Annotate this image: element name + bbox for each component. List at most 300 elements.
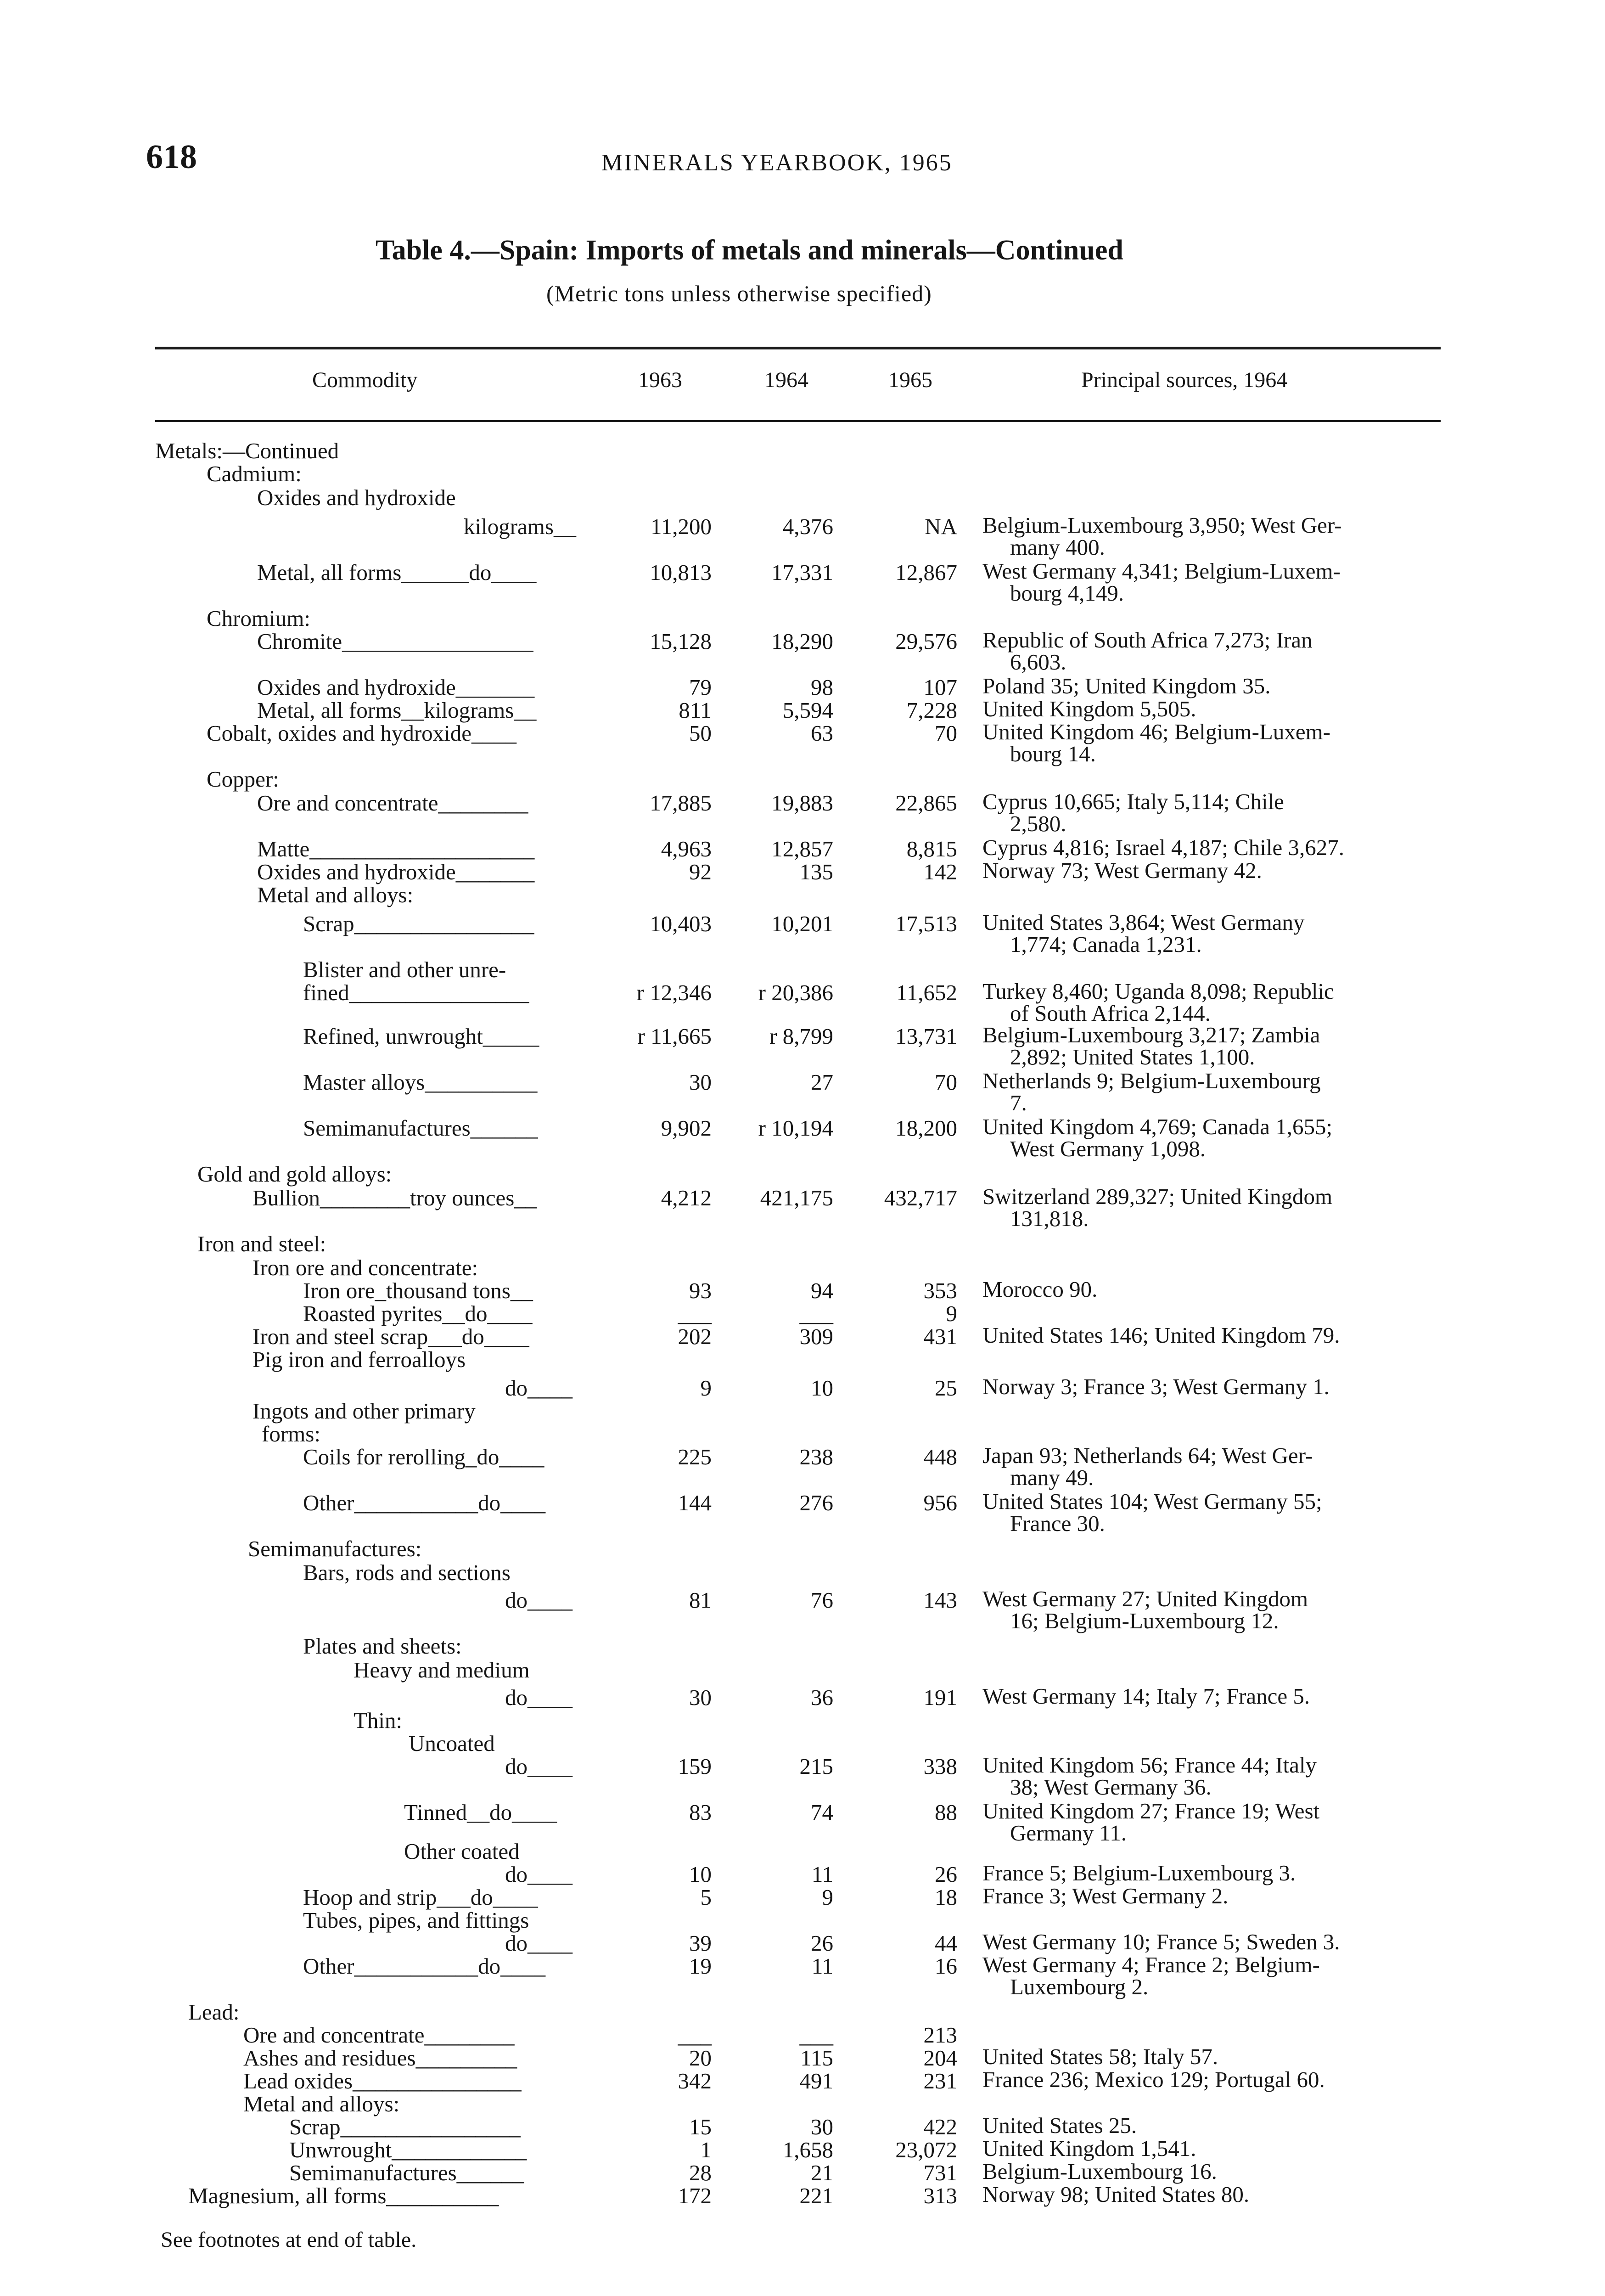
table-row [0,1536,1605,1561]
principal-sources [982,1931,1446,1953]
value-1965: 18,200 [895,1115,957,1141]
principal-sources-line-1: Norway 3; France 3; West Germany 1. [982,1374,1330,1399]
value-1963: 15 [689,2114,712,2139]
commodity-label: Metal and alloys: [243,2091,400,2116]
commodity-label: Magnesium, all forms__________ [188,2183,499,2208]
principal-sources [982,1024,1446,1068]
table-row [0,1489,1605,1536]
principal-sources-line-2: Germany 11. [1010,1820,1127,1846]
header-1965: 1965 [888,368,932,392]
value-1963: 10,813 [650,560,712,585]
principal-sources [982,860,1446,882]
value-1964: 18,290 [771,629,833,654]
value-1965: 18 [935,1885,957,1910]
value-1963: 4,963 [661,836,712,861]
value-1964: 74 [811,1800,833,1825]
principal-sources-line-1: Cyprus 10,665; Italy 5,114; Chile [982,789,1284,814]
commodity-label: Thin: [354,1708,403,1733]
principal-sources [982,2046,1446,2068]
principal-sources [982,1324,1446,1346]
table-row [0,2115,1605,2139]
principal-sources [982,1491,1446,1535]
value-1963: 50 [689,720,712,746]
principal-sources [982,837,1446,859]
value-1963: 17,885 [650,790,712,816]
value-1965: 107 [923,675,957,700]
value-1963: 1 [700,2137,712,2162]
value-1965: 213 [923,2022,957,2048]
value-1965: 313 [923,2183,957,2208]
value-1964: 94 [811,1278,833,1303]
principal-sources-line-1: Morocco 90. [982,1277,1098,1302]
value-1963: 93 [689,1278,712,1303]
table-row [0,439,1605,463]
value-1964: 135 [799,859,833,884]
value-1964: 30 [811,2114,833,2139]
table-row [0,485,1605,510]
table-row [0,1798,1605,1846]
table-row [0,1634,1605,1659]
value-1963: 811 [679,698,712,723]
principal-sources-line-1: Netherlands 9; Belgium-Luxembourg [982,1068,1321,1093]
commodity-label: Iron and steel scrap___do____ [253,1324,529,1349]
table-row [0,1931,1605,1956]
table-title: Table 4.—Spain: Imports of metals and minerals—Continued [376,235,1123,266]
principal-sources-line-1: Turkey 8,460; Uganda 8,098; Republic [982,979,1334,1004]
principal-sources-line-1: United States 25. [982,2113,1137,2138]
commodity-label: fined________________ [303,980,529,1005]
principal-sources-line-1: Belgium-Luxembourg 3,217; Zambia [982,1022,1320,1047]
principal-sources-line-1: United States 58; Italy 57. [982,2044,1218,2069]
header-1964: 1964 [764,368,808,392]
commodity-label: Metals:—Continued [155,438,339,463]
principal-sources-line-2: 6,603. [1010,649,1066,675]
table-row [0,979,1605,1026]
principal-sources-line-1: Republic of South Africa 7,273; Iran [982,627,1313,653]
value-1964: ___ [799,2022,833,2048]
value-1963: 19 [689,1953,712,1979]
table-row [0,1278,1605,1303]
table-row [0,1162,1605,1187]
table-row [0,606,1605,631]
principal-sources [982,1685,1446,1707]
value-1965: 353 [923,1278,957,1303]
principal-sources [982,1862,1446,1884]
value-1964: 221 [799,2183,833,2208]
value-1964: r 10,194 [758,1115,833,1141]
value-1964: 276 [799,1490,833,1515]
value-1965: 13,731 [895,1024,957,1049]
commodity-label: Lead oxides_______________ [243,2068,522,2093]
principal-sources-line-2: Luxembourg 2. [1010,1974,1149,1999]
table-row [0,1399,1605,1424]
value-1964: 491 [799,2068,833,2093]
commodity-label: Other coated [404,1839,520,1864]
commodity-label: Scrap________________ [303,911,534,936]
value-1964: 11 [811,1862,833,1887]
table-row [0,1422,1605,1446]
table-row [0,558,1605,606]
principal-sources [982,1376,1446,1398]
value-1965: 70 [935,1069,957,1095]
value-1963: 79 [689,675,712,700]
commodity-label: Ingots and other primary [253,1398,476,1424]
commodity-label: do____ [505,1587,572,1613]
value-1964: 17,331 [771,560,833,585]
table-row [0,2161,1605,2185]
principal-sources-line-1: United Kingdom 5,505. [982,696,1196,721]
value-1965: 16 [935,1953,957,1979]
principal-sources-line-2: 1,774; Canada 1,231. [1010,932,1202,957]
principal-sources-line-1: Japan 93; Netherlands 64; West Ger- [982,1443,1313,1468]
commodity-label: Iron ore_thousand tons__ [303,1278,533,1303]
commodity-label: Other___________do____ [303,1953,546,1979]
principal-sources [982,1754,1446,1798]
value-1963: 10,403 [650,911,712,936]
commodity-label: Ashes and residues_________ [243,2045,517,2071]
value-1965: 142 [923,859,957,884]
table-row [0,1952,1605,1999]
value-1964: ___ [799,1301,833,1326]
principal-sources-line-2: bourg 14. [1010,741,1096,766]
table-row [0,719,1605,766]
principal-sources-line-1: United Kingdom 46; Belgium-Luxem- [982,719,1331,744]
commodity-label: Gold and gold alloys: [197,1161,392,1187]
commodity-label: do____ [505,1930,572,1956]
value-1964: 1,658 [782,2137,833,2162]
value-1965: 29,576 [895,629,957,654]
header-principal-sources: Principal sources, 1964 [1081,368,1288,392]
value-1963: 28 [689,2160,712,2185]
table-row [0,883,1605,907]
commodity-label: Pig iron and ferroalloys [253,1347,466,1372]
commodity-label: Cobalt, oxides and hydroxide____ [207,720,517,746]
commodity-label: Oxides and hydroxide_______ [257,859,535,884]
top-rule [155,347,1441,349]
commodity-label: Lead: [188,1999,240,2025]
value-1965: 25 [935,1375,957,1401]
commodity-label: Hoop and strip___do____ [303,1885,538,1910]
commodity-label: Chromium: [207,606,310,631]
principal-sources-line-1: West Germany 4; France 2; Belgium- [982,1952,1320,1977]
table-row [0,1301,1605,1326]
value-1963: 92 [689,859,712,884]
table-row [0,860,1605,884]
value-1963: 9,902 [661,1115,712,1141]
value-1965: 70 [935,720,957,746]
value-1965: 731 [923,2160,957,2185]
table-row [0,698,1605,723]
value-1964: 26 [811,1930,833,1956]
commodity-label: Bars, rods and sections [303,1560,511,1585]
table-subtitle: (Metric tons unless otherwise specified) [546,281,932,306]
table-row [0,2023,1605,2048]
value-1963: 202 [678,1324,712,1349]
value-1963: 39 [689,1930,712,1956]
value-1965: 191 [923,1685,957,1710]
commodity-label: do____ [505,1862,572,1887]
commodity-label: Iron and steel: [197,1231,326,1256]
commodity-label: Unwrought____________ [289,2137,527,2162]
principal-sources-line-1: West Germany 27; United Kingdom [982,1586,1308,1611]
value-1963: 30 [689,1685,712,1710]
commodity-label: Semimanufactures: [248,1536,422,1561]
principal-sources [982,791,1446,835]
principal-sources-line-2: 2,580. [1010,811,1066,836]
principal-sources-line-1: Norway 73; West Germany 42. [982,858,1262,883]
value-1964: 9 [822,1885,833,1910]
value-1964: 421,175 [760,1185,833,1210]
commodity-label: Iron ore and concentrate: [253,1255,478,1280]
commodity-label: Oxides and hydroxide [257,485,456,510]
commodity-label: Other___________do____ [303,1490,546,1515]
commodity-label: Refined, unwrought_____ [303,1024,539,1049]
value-1964: 98 [811,675,833,700]
table-row [0,2000,1605,2025]
page-number: 618 [146,138,197,176]
commodity-label: Blister and other unre- [303,957,506,982]
value-1965: 12,867 [895,560,957,585]
commodity-label: Plates and sheets: [303,1633,462,1659]
table-row [0,512,1605,560]
value-1965: 8,815 [906,836,957,861]
value-1964: 238 [799,1444,833,1469]
principal-sources-line-2: 7. [1010,1090,1027,1115]
value-1964: 19,883 [771,790,833,816]
principal-sources-line-2: 38; West Germany 36. [1010,1774,1212,1800]
commodity-label: Ore and concentrate________ [257,790,528,816]
value-1963: 30 [689,1069,712,1095]
commodity-label: kilograms__ [464,514,576,539]
commodity-label: Copper: [207,766,279,792]
commodity-label: Chromite_________________ [257,629,533,654]
principal-sources-line-1: United Kingdom 4,769; Canada 1,655; [982,1114,1333,1139]
commodity-label: Metal and alloys: [257,882,414,907]
value-1963: 11,200 [651,514,712,539]
value-1965: 9 [946,1301,957,1326]
commodity-label: forms: [262,1421,320,1446]
table-row [0,2069,1605,2093]
table-row [0,1731,1605,1756]
principal-sources-line-1: Norway 98; United States 80. [982,2182,1250,2207]
principal-sources-line-1: Cyprus 4,816; Israel 4,187; Chile 3,627. [982,835,1345,860]
value-1964: 5,594 [782,698,833,723]
value-1963: 172 [678,2183,712,2208]
principal-sources-line-2: bourg 4,149. [1010,580,1124,606]
principal-sources-line-2: many 400. [1010,535,1105,560]
value-1965: 956 [923,1490,957,1515]
footnote: See footnotes at end of table. [161,2228,417,2252]
value-1963: r 11,665 [637,1024,712,1049]
table-row [0,2092,1605,2116]
commodity-label: Ore and concentrate________ [243,2022,515,2048]
value-1963: 159 [678,1754,712,1779]
table-row [0,627,1605,675]
value-1963: r 12,346 [636,980,712,1005]
value-1964: 12,857 [771,836,833,861]
table-row [0,1022,1605,1069]
value-1965: 231 [923,2068,957,2093]
header-commodity: Commodity [312,368,418,392]
commodity-label: Metal, all forms______do____ [257,560,537,585]
value-1965: 338 [923,1754,957,1779]
value-1965: 432,717 [884,1185,957,1210]
principal-sources [982,1116,1446,1160]
commodity-label: Matte____________________ [257,836,535,861]
value-1963: 9 [700,1375,712,1401]
value-1964: 11 [811,1953,833,1979]
commodity-label: Oxides and hydroxide_______ [257,675,535,700]
table-row [0,1658,1605,1683]
principal-sources [982,675,1446,697]
table-row [0,957,1605,982]
table-row [0,1586,1605,1633]
principal-sources-line-1: France 3; West Germany 2. [982,1883,1229,1908]
header-1963: 1963 [638,368,682,392]
principal-sources-line-2: 2,892; United States 1,100. [1010,1044,1255,1069]
principal-sources [982,2115,1446,2137]
table-row [0,1862,1605,1887]
commodity-label: do____ [505,1685,572,1710]
principal-sources-line-1: West Germany 4,341; Belgium-Luxem- [982,558,1341,584]
value-1964: 309 [799,1324,833,1349]
table-row [0,1376,1605,1401]
principal-sources-line-1: United States 3,864; West Germany [982,910,1305,935]
principal-sources [982,2138,1446,2160]
principal-sources-line-1: Poland 35; United Kingdom 35. [982,673,1271,698]
principal-sources [982,1800,1446,1844]
value-1964: 27 [811,1069,833,1095]
table-row [0,1324,1605,1349]
table-row [0,1232,1605,1256]
principal-sources [982,1278,1446,1300]
principal-sources-line-2: France 30. [1010,1511,1105,1536]
value-1965: 23,072 [895,2137,957,2162]
value-1964: 115 [800,2045,833,2071]
table-row [0,1347,1605,1372]
value-1965: 88 [935,1800,957,1825]
value-1963: ___ [678,1301,712,1326]
table-row [0,1708,1605,1733]
commodity-label: Heavy and medium [354,1657,530,1683]
principal-sources-line-1: United Kingdom 27; France 19; West [982,1798,1320,1823]
value-1965: NA [925,514,957,539]
table-row [0,837,1605,861]
commodity-label: Coils for rerolling_do____ [303,1444,544,1469]
table-row [0,461,1605,486]
principal-sources-line-1: Belgium-Luxembourg 3,950; West Ger- [982,512,1342,538]
table-row [0,1255,1605,1280]
table-row [0,789,1605,836]
principal-sources [982,912,1446,956]
value-1963: 81 [689,1587,712,1613]
value-1964: r 8,799 [769,1024,833,1049]
table-row [0,767,1605,792]
value-1963: 10 [689,1862,712,1887]
value-1964: 21 [811,2160,833,2185]
principal-sources-line-1: United Kingdom 1,541. [982,2136,1196,2161]
commodity-label: Tubes, pipes, and fittings [303,1908,529,1933]
principal-sources [982,1885,1446,1907]
table-row [0,1839,1605,1864]
principal-sources [982,698,1446,720]
value-1964: 36 [811,1685,833,1710]
commodity-label: Master alloys__________ [303,1069,538,1095]
principal-sources [982,1070,1446,1114]
principal-sources [982,2161,1446,2183]
commodity-label: Tinned__do____ [404,1800,557,1825]
principal-sources [982,1186,1446,1230]
value-1963: 5 [700,1885,712,1910]
value-1964: 76 [811,1587,833,1613]
value-1965: 7,228 [906,698,957,723]
principal-sources [982,1445,1446,1489]
value-1965: 44 [935,1930,957,1956]
value-1963: 225 [678,1444,712,1469]
value-1963: 20 [689,2045,712,2071]
principal-sources-line-1: West Germany 14; Italy 7; France 5. [982,1683,1310,1709]
table-row [0,1560,1605,1585]
value-1965: 422 [923,2114,957,2139]
table-row [0,1908,1605,1933]
principal-sources [982,629,1446,673]
principal-sources-line-2: 16; Belgium-Luxembourg 12. [1010,1608,1279,1633]
principal-sources-line-2: many 49. [1010,1465,1094,1490]
principal-sources-line-2: of South Africa 2,144. [1010,1001,1211,1026]
table-row [0,1443,1605,1490]
value-1964: 63 [811,720,833,746]
commodity-label: Roasted pyrites__do____ [303,1301,533,1326]
principal-sources [982,2069,1446,2091]
principal-sources-line-1: United Kingdom 56; France 44; Italy [982,1752,1317,1778]
commodity-label: Semimanufactures______ [289,2160,524,2185]
value-1965: 26 [935,1862,957,1887]
table-row [0,1685,1605,1710]
value-1964: r 20,386 [758,980,833,1005]
value-1963: 144 [678,1490,712,1515]
value-1963: 342 [678,2068,712,2093]
table-row [0,910,1605,957]
table-row [0,2046,1605,2071]
table-row [0,2138,1605,2162]
principal-sources-line-1: France 236; Mexico 129; Portugal 60. [982,2067,1325,2092]
principal-sources-line-1: United States 104; West Germany 55; [982,1489,1322,1514]
commodity-label: Metal, all forms__kilograms__ [257,698,537,723]
principal-sources-line-1: West Germany 10; France 5; Sweden 3. [982,1929,1340,1954]
value-1965: 204 [923,2045,957,2071]
principal-sources [982,560,1446,604]
value-1963: 83 [689,1800,712,1825]
value-1964: 10 [811,1375,833,1401]
table-row [0,1752,1605,1800]
value-1965: 22,865 [895,790,957,816]
value-1964: 4,376 [782,514,833,539]
principal-sources [982,1954,1446,1998]
running-head: MINERALS YEARBOOK, 1965 [601,150,953,176]
principal-sources [982,2183,1446,2206]
value-1965: 11,652 [896,980,957,1005]
header-rule [155,420,1441,422]
principal-sources [982,1588,1446,1632]
principal-sources-line-1: France 5; Belgium-Luxembourg 3. [982,1860,1296,1885]
table-row [0,1184,1605,1231]
commodity-label: Bullion________troy ounces__ [253,1185,537,1210]
principal-sources-line-1: Belgium-Luxembourg 16. [982,2159,1217,2184]
commodity-label: do____ [505,1754,572,1779]
value-1963: 4,212 [661,1185,712,1210]
value-1964: 215 [799,1754,833,1779]
commodity-label: Semimanufactures______ [303,1115,538,1141]
